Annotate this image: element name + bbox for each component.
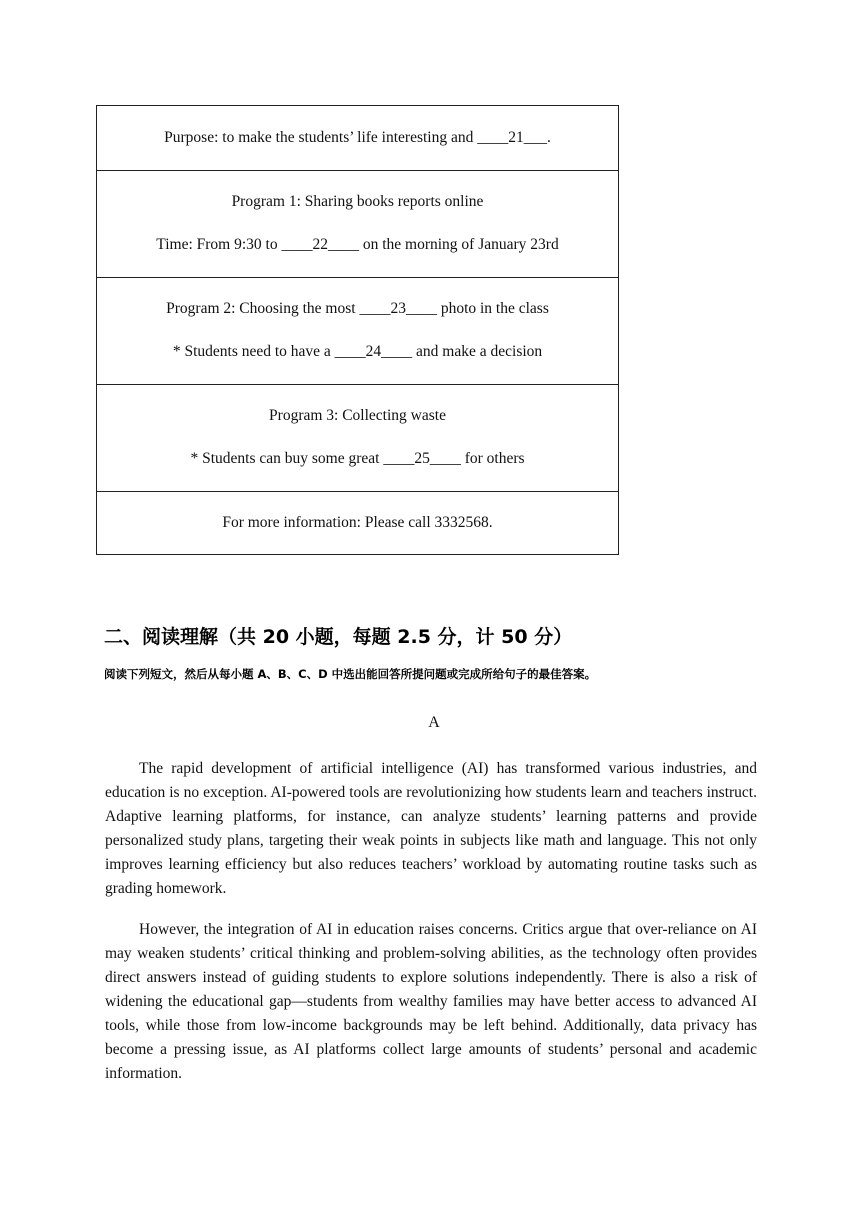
program-1-time: Time: From 9:30 to ____22____ on the morning of January 23rd (156, 236, 559, 253)
passage-paragraph-2 (105, 918, 757, 1086)
program-2-title: Program 2: Choosing the most ____23____ photo in the class (166, 300, 549, 318)
table-row-purpose (97, 106, 618, 170)
table-row-contact (97, 491, 618, 554)
program-3-note: * Students can buy some great ____25____ for others (190, 450, 525, 467)
section-heading: 二、阅读理解（共 20 小题，每题 2.5 分，计 50 分） (104, 626, 573, 648)
passage-paragraph-1-text: The rapid development of artificial intelligence (AI) has transformed various industries, and education is no exception. AI-powered tools are revolutionizing how students learn and teachers instruct. Adaptive learning platforms, for instance, can analyze students’ learning patterns and provide personalized study plans, targeting their weak points in subjects like math and language. This not only improves learning efficiency but also reduces teachers’ workload by automating routine tasks such as grading homework. (105, 760, 757, 897)
passage-label: A (428, 714, 440, 731)
passage-paragraph-2-text: However, the integration of AI in education raises concerns. Critics argue that over-reliance on AI may weaken students’ critical thinking and problem-solving abilities, as the technology often provides direct answers instead of guiding students to explore solutions independently. There is also a risk of widening the educational gap—students from wealthy families may have better access to advanced AI tools, while those from low-income backgrounds may be left behind. Additionally, data privacy has become a pressing issue, as AI platforms collect large amounts of students’ personal and academic information. (105, 921, 757, 1082)
section-instruction: 阅读下列短文，然后从每小题 A、B、C、D 中选出能回答所提问题或完成所给句子的最佳答案。 (104, 667, 597, 681)
table-row-program-1 (97, 170, 618, 277)
purpose-text: Purpose: to make the students’ life interesting and ____21___. (164, 128, 551, 146)
contact-text: For more information: Please call 3332568. (222, 513, 493, 531)
activity-info-table (96, 105, 619, 555)
program-2-note: * Students need to have a ____24____ and make a decision (172, 343, 543, 360)
passage-paragraph-1 (105, 757, 757, 901)
table-row-program-3 (97, 384, 618, 491)
table-row-program-2 (97, 277, 618, 384)
program-3-title: Program 3: Collecting waste (269, 407, 446, 425)
program-1-title: Program 1: Sharing books reports online (231, 193, 484, 211)
